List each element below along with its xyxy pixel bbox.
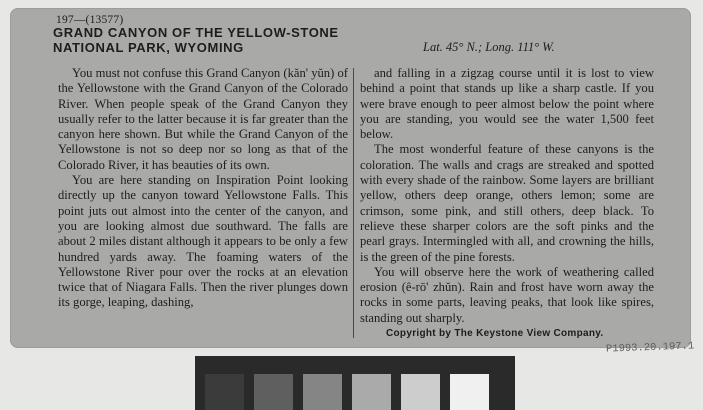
paragraph: You are here standing on Inspiration Point looking directly up the canyon toward Yellowstone Falls. This point juts out almost into the center of the canyon, and you are looking almost due southward. The falls are about 2 miles distant although it appears to be only a few hundred yards away. The foaming waters of the Yellowstone River pour over the rocks at an elevation twice that of Niagara Falls. Then the river plunges down its gorge, leaping, dashing, — [58, 173, 348, 310]
swatch — [401, 374, 440, 410]
accession-number: P1993.20.197.1 — [605, 340, 695, 356]
paragraph: The most wonderful feature of these canyons is the coloration. The walls and crags are streaked and spotted with every shade of the rainbow. Some layers are brilliant yellow, others deep orange, others lemon; some are crimson, some pink, and still others, deep black. To relieve these sharper colors are the soft pinks and the pearl grays. Intermingled with all, and crowning the hills, is the green of the pine forests. — [360, 142, 654, 264]
swatch — [450, 374, 489, 410]
card-number: 197—(13577) — [56, 14, 124, 26]
swatch — [205, 374, 244, 410]
column-divider — [353, 68, 354, 338]
swatch — [303, 374, 342, 410]
swatch — [352, 374, 391, 410]
paragraph: You will observe here the work of weathering called erosion (ê-rō' zhŭn). Rain and frost have worn away the rocks in some parts, leaving peaks, that look like spires, standing out sharply. — [360, 264, 654, 325]
text-column-left — [58, 66, 348, 311]
paragraph: You must not confuse this Grand Canyon (kăn' yŭn) of the Yellowstone with the Grand Canyon of the Colorado River. When people speak of the Grand Canyon they usually refer to the latter because it is far greater than the canyon here shown. But while the Grand Canyon of the Yellowstone is not so deep nor so long as that of the Colorado River, it has beauties of its own. — [58, 66, 348, 172]
stereograph-card-back — [10, 8, 695, 356]
coordinates: Lat. 45° N.; Long. 111° W. — [423, 40, 555, 54]
grayscale-target — [195, 356, 515, 410]
card-title: GRAND CANYON OF THE YELLOW-STONE NATIONAL PARK, WYOMING — [53, 25, 339, 55]
paragraph: and falling in a zigzag course until it is lost to view behind a point that stands up like a sharp castle. If you were brave enough to peer almost below the point where you are standing, you would see the water 1,500 feet below. — [360, 66, 654, 142]
copyright-line: Copyright by The Keystone View Company. — [386, 328, 604, 339]
swatch — [254, 374, 293, 410]
text-column-right — [360, 66, 654, 326]
